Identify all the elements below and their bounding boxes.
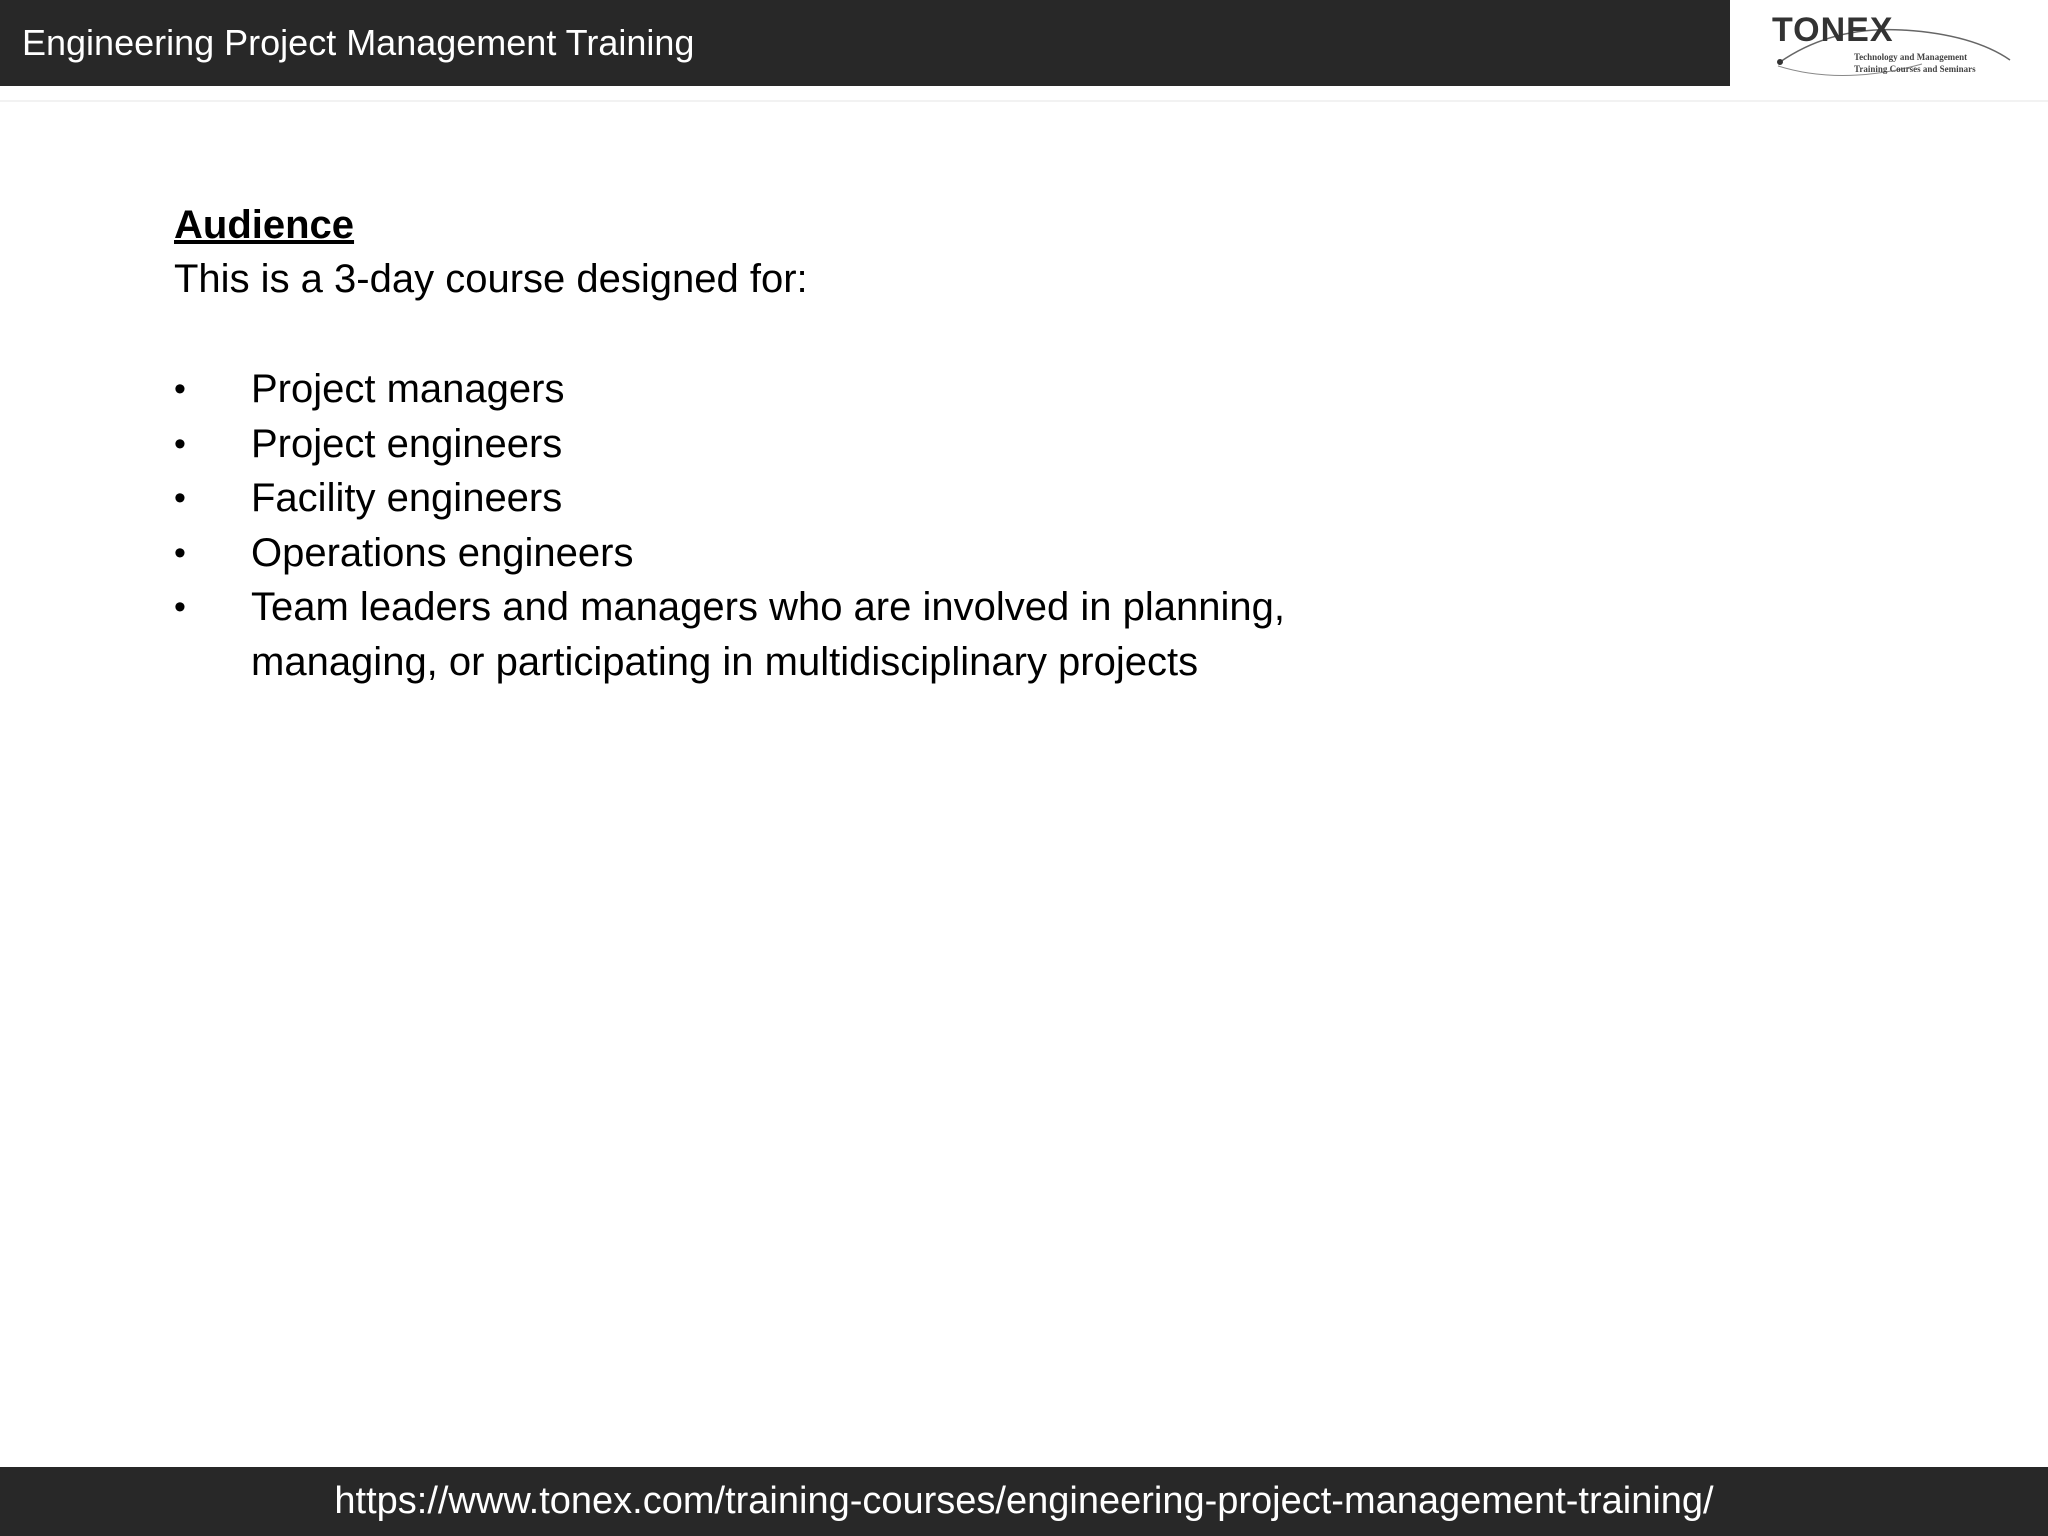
- list-item-text: Project engineers: [251, 421, 563, 466]
- list-item: [174, 580, 1551, 689]
- bullet-icon: •: [174, 588, 186, 626]
- list-item-text: Facility engineers: [251, 476, 563, 520]
- bullet-icon: •: [174, 479, 186, 517]
- list-item: [174, 471, 1551, 526]
- logo-tagline-1: Technology and Management: [1854, 52, 1968, 62]
- slide-title: Engineering Project Management Training: [22, 22, 695, 63]
- footer-url-link[interactable]: https://www.tonex.com/training-courses/engineering-project-management-training/: [334, 1480, 1714, 1522]
- list-item-text: Team leaders and managers who are involved in planning, managing, or participating in multidisciplinary projects: [251, 585, 1285, 684]
- audience-list: [174, 362, 1674, 689]
- logo-brand: TONEX: [1772, 11, 1894, 49]
- list-item-text: Operations engineers: [251, 530, 634, 575]
- header-divider: [0, 100, 2048, 102]
- intro-text: This is a 3-day course designed for:: [174, 257, 808, 301]
- bullet-icon: •: [174, 370, 186, 408]
- slide-content: [174, 198, 1674, 689]
- bullet-icon: •: [174, 533, 186, 572]
- bullet-icon: •: [174, 424, 186, 463]
- header-bar: [0, 0, 1730, 86]
- list-item: [174, 526, 1551, 581]
- list-item-text: Project managers: [251, 367, 565, 411]
- logo-tagline-2: Training Courses and Seminars: [1854, 64, 1976, 74]
- tonex-logo: [1772, 10, 2022, 82]
- list-item: [174, 362, 1551, 417]
- footer-bar: [0, 1467, 2048, 1536]
- section-heading: Audience: [174, 203, 355, 247]
- list-item: [174, 417, 1551, 472]
